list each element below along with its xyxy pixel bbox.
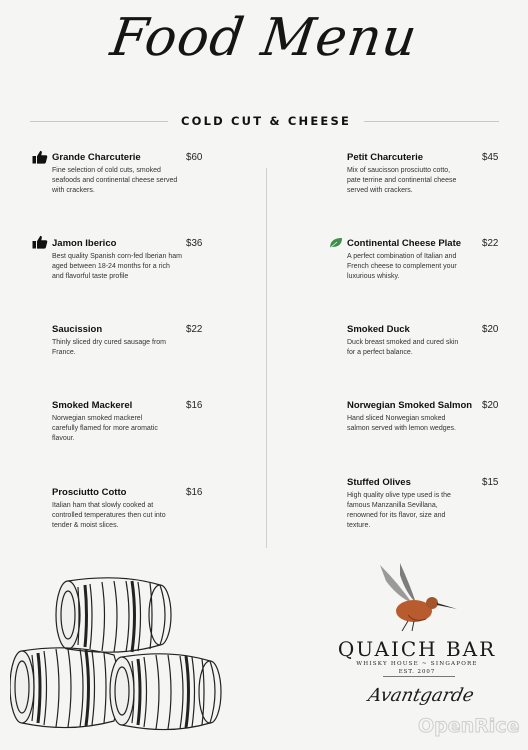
- item-price: $22: [482, 238, 499, 249]
- menu-title: Food Menu: [106, 8, 422, 68]
- item-description: Italian ham that slowly cooked at controlled temperatures then cut into tender & moist slices.: [52, 502, 166, 529]
- item-description: A perfect combination of Italian and French cheese to complement your luxurious whisky.: [347, 253, 457, 280]
- thumbs-up-icon: [32, 150, 48, 164]
- item-description: Mix of saucisson prosciutto cotto, pate terrine and continental cheese served with crackers.: [347, 167, 457, 194]
- openrice-watermark: [408, 705, 526, 745]
- section-title: COLD CUT & CHEESE: [180, 114, 352, 128]
- item-description: Thinly sliced dry cured sausage from France.: [52, 339, 166, 356]
- watermark-text: OpenRice: [418, 715, 520, 737]
- item-name: Smoked Mackerel: [52, 400, 133, 411]
- item-price: $16: [186, 400, 203, 411]
- logo-underline: [383, 676, 455, 677]
- section-divider-right: [364, 121, 499, 122]
- avantgarde-signature: Avantgarde: [366, 685, 476, 706]
- item-description: Duck breast smoked and cured skin for a perfect balance.: [347, 339, 459, 356]
- column-divider: [266, 168, 267, 548]
- item-description: Fine selection of cold cuts, smoked seafoods and continental cheese served with crackers.: [52, 167, 178, 194]
- item-price: $20: [482, 400, 499, 411]
- item-name: Norwegian Smoked Salmon: [347, 400, 473, 411]
- item-description: Norwegian smoked mackerel carefully flamed for more aromatic flavour.: [52, 415, 158, 442]
- item-price: $45: [482, 152, 499, 163]
- item-price: $60: [186, 152, 203, 163]
- bar-subtitle: WHISKY HOUSE ~ SINGAPORE: [356, 661, 478, 667]
- thumbs-up-icon: [32, 235, 48, 249]
- leaf-icon: [329, 237, 343, 249]
- item-name: Smoked Duck: [347, 324, 410, 335]
- section-divider-left: [30, 121, 168, 122]
- item-price: $20: [482, 324, 499, 335]
- item-name: Jamon Iberico: [52, 238, 117, 249]
- item-description: Best quality Spanish corn-fed Iberian ham aged between 18-24 months for a rich and flavorful taste profile: [52, 253, 182, 280]
- bar-name: QUAICH BAR: [337, 637, 497, 661]
- item-description: High quality olive type used is the famous Manzanilla Sevillana, renowned for its flavor, size and texture.: [347, 492, 451, 529]
- item-name: Prosciutto Cotto: [52, 487, 127, 498]
- item-description: Hand sliced Norwegian smoked salmon served with lemon wedges.: [347, 415, 456, 432]
- duck-logo-icon: [368, 563, 458, 633]
- item-name: Saucission: [52, 324, 103, 335]
- item-name: Stuffed Olives: [347, 477, 411, 488]
- item-price: $36: [186, 238, 203, 249]
- item-name: Continental Cheese Plate: [347, 238, 462, 249]
- item-price: $16: [186, 487, 203, 498]
- item-name: Grande Charcuterie: [52, 152, 141, 163]
- whisky-barrels-illustration: [10, 575, 225, 740]
- item-price: $15: [482, 477, 499, 488]
- item-price: $22: [186, 324, 203, 335]
- bar-established: EST. 2007: [398, 669, 436, 675]
- item-name: Petit Charcuterie: [347, 152, 424, 163]
